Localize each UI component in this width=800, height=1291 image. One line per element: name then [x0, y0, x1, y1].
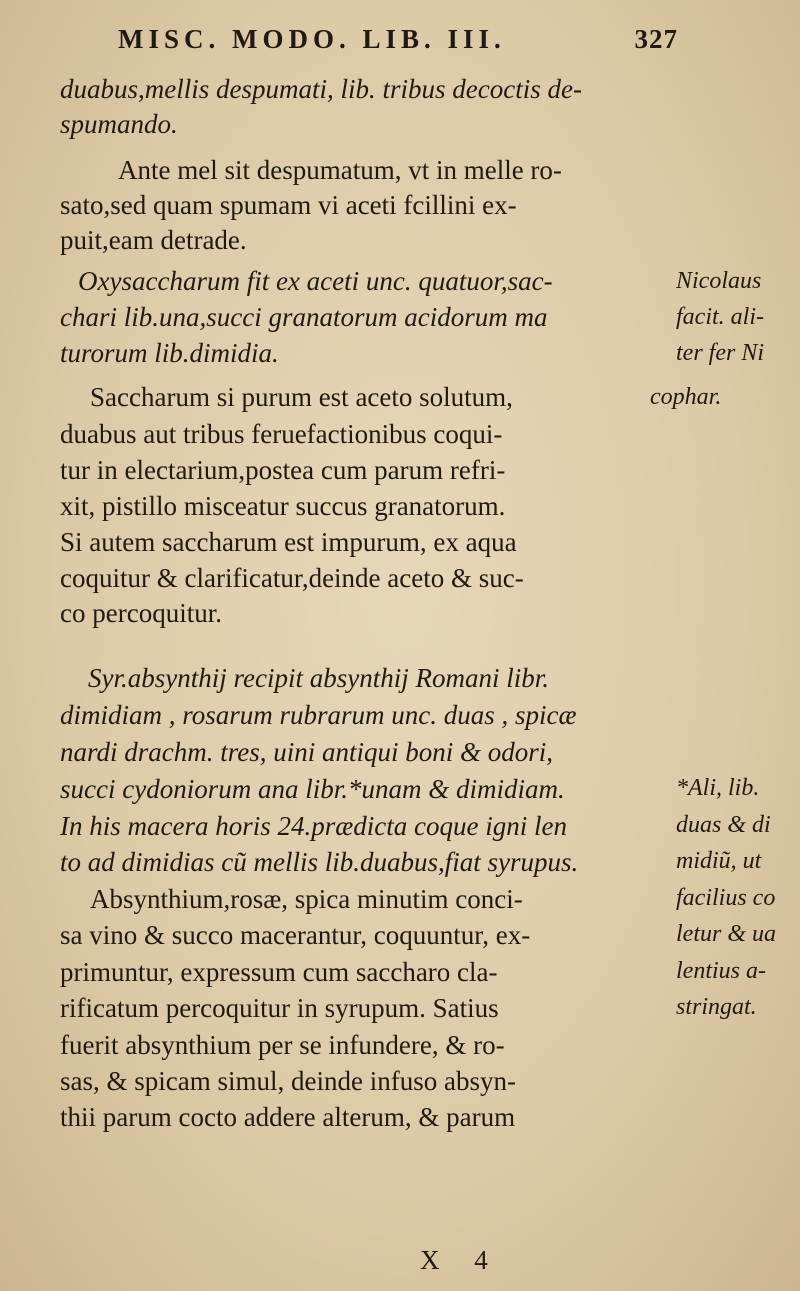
- text-line: nardi drachm. tres, uini antiqui boni & odori,: [60, 737, 554, 767]
- margin-note: facilius co: [676, 885, 776, 911]
- text-line: co percoquitur.: [60, 598, 222, 628]
- text-line: duabus,mellis despumati, lib. tribus decoctis de-: [60, 74, 582, 104]
- margin-note: duas & di: [676, 812, 771, 838]
- text-line: turorum lib.dimidia.: [60, 338, 279, 368]
- running-title: MISC. MODO. LIB. III.: [118, 24, 506, 54]
- margin-note: midiũ, ut: [676, 848, 762, 874]
- text-line: Ante mel sit despumatum, vt in melle ro-: [118, 155, 562, 185]
- margin-note: letur & ua: [676, 921, 776, 947]
- margin-note: Nicolaus: [676, 268, 762, 294]
- text-line: to ad dimidias cũ mellis lib.duabus,fiat syrupus.: [60, 847, 579, 877]
- text-line: sas, & spicam simul, deinde infuso absyn-: [60, 1066, 516, 1096]
- text-line: tur in electarium,postea cum parum refri-: [60, 455, 506, 485]
- text-line: succi cydoniorum ana libr.*unam & dimidiam.: [60, 774, 565, 804]
- text-line: Saccharum si purum est aceto solutum,: [90, 382, 513, 412]
- text-line: Oxysaccharum fit ex aceti unc. quatuor,sac-: [78, 266, 553, 296]
- text-line: primuntur, expressum cum saccharo cla-: [60, 957, 498, 987]
- margin-note: stringat.: [676, 994, 757, 1020]
- text-line: sa vino & succo macerantur, coquuntur, ex-: [60, 920, 531, 950]
- text-line: coquitur & clarificatur,deinde aceto & suc-: [60, 563, 524, 593]
- text-line: thii parum cocto addere alterum, & parum: [60, 1102, 516, 1132]
- text-line: duabus aut tribus feruefactionibus coqui-: [60, 419, 503, 449]
- catchword: X 4: [420, 1245, 502, 1275]
- margin-note: ter fer Ni: [676, 340, 764, 366]
- margin-note: lentius a-: [676, 958, 766, 984]
- page-header: [118, 24, 678, 64]
- text-line: dimidiam , rosarum rubrarum unc. duas , spicæ: [60, 700, 577, 730]
- text-line: sato,sed quam spumam vi aceti fcillini ex-: [60, 190, 517, 220]
- text-line: Si autem saccharum est impurum, ex aqua: [60, 527, 517, 557]
- text-line: Syr.absynthij recipit absynthij Romani libr.: [88, 663, 549, 693]
- text-line: puit,eam detrade.: [60, 225, 247, 255]
- text-line: fuerit absynthium per se infundere, & ro-: [60, 1030, 505, 1060]
- text-line: Absynthium,rosæ, spica minutim conci-: [90, 884, 523, 914]
- margin-note: *Ali, lib.: [676, 775, 760, 801]
- text-line: spumando.: [60, 109, 178, 139]
- margin-note: facit. ali-: [676, 304, 764, 330]
- text-line: chari lib.una,succi granatorum acidorum ma: [60, 302, 548, 332]
- page-number: 327: [634, 24, 678, 54]
- text-line: xit, pistillo misceatur succus granatorum.: [60, 491, 506, 521]
- margin-note: cophar.: [650, 384, 722, 410]
- text-line: In his macera horis 24.prædicta coque igni len: [60, 811, 567, 841]
- text-line: rificatum percoquitur in syrupum. Satius: [60, 993, 499, 1023]
